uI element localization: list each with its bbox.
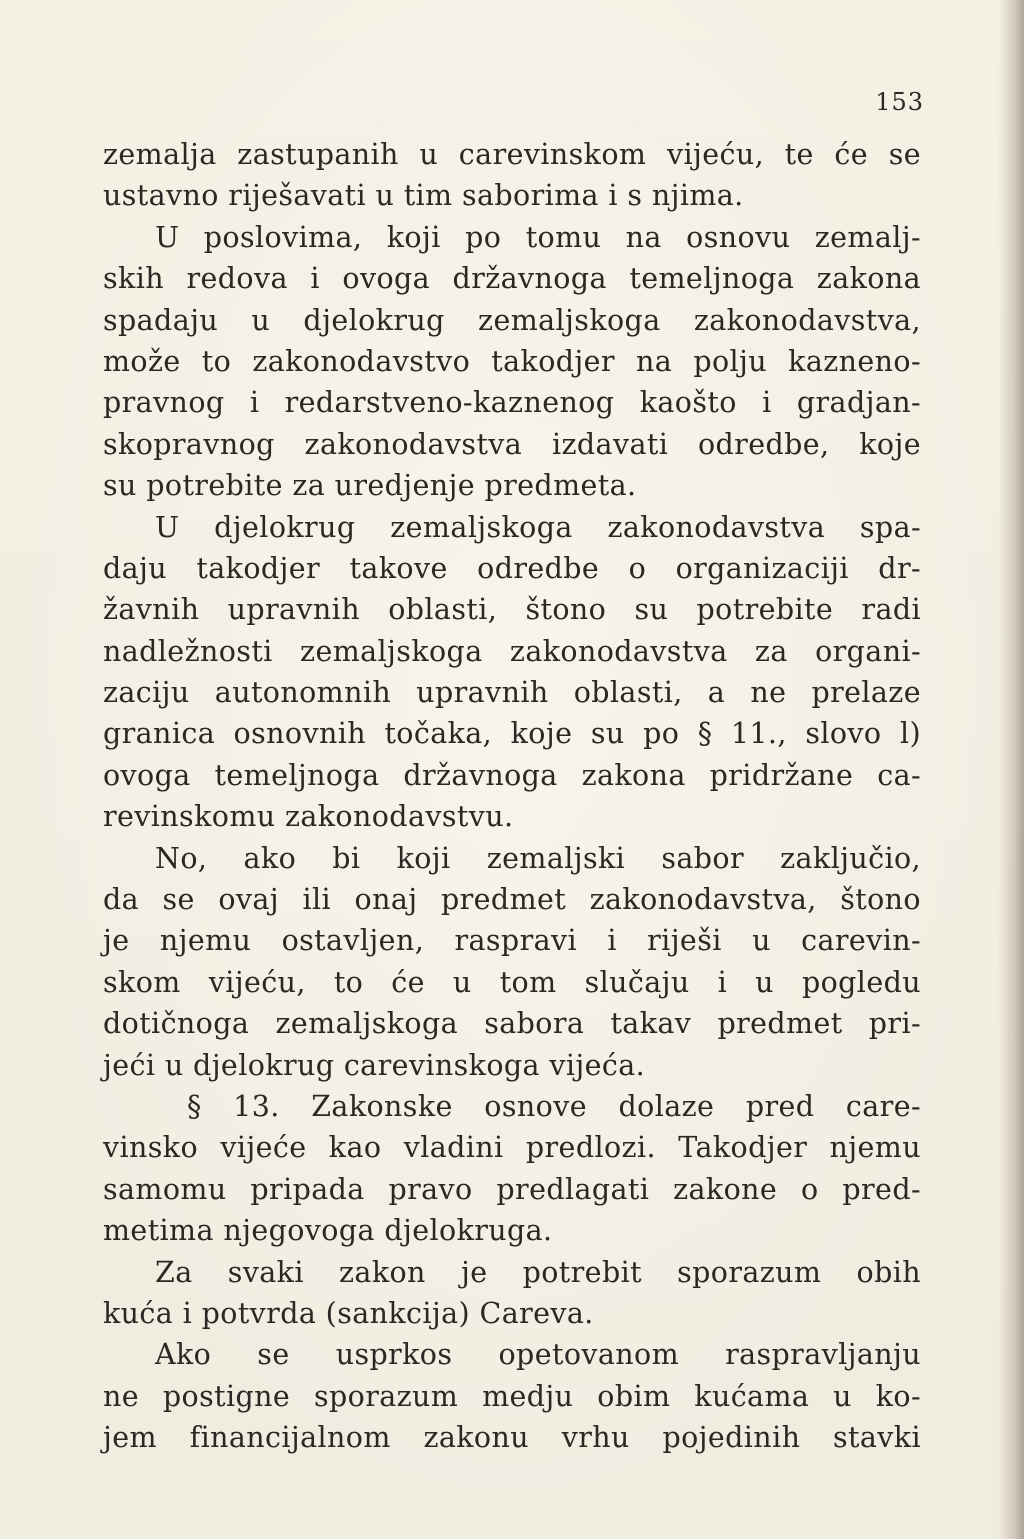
text-line: je njemu ostavljen, raspravi i riješi u carevin- [103, 924, 921, 958]
text-line: zemalja zastupanih u carevinskom vijeću, te će se [103, 138, 921, 171]
text-line: U djelokrug zemaljskoga zakonodavstva spa- [155, 510, 921, 544]
text-line: da se ovaj ili onaj predmet zakonodavstva, štono [103, 883, 921, 917]
text-line: jem financijalnom zakonu vrhu pojedinih stavki [103, 1421, 921, 1455]
text-line: revinskomu zakonodavstvu. [103, 800, 514, 834]
text-line: Ako se usprkos opetovanom raspravljanju [155, 1338, 921, 1372]
text-line: samomu pripada pravo predlagati zakone o pred- [103, 1172, 921, 1206]
text-line: skih redova i ovoga državnoga temeljnoga zakona [103, 262, 921, 296]
text-line: jeći u djelokrug carevinskoga vijeća. [103, 1048, 646, 1082]
text-line: vinsko vijeće kao vladini predlozi. Takodjer njemu [103, 1131, 921, 1165]
page-number: 153 [875, 88, 924, 116]
text-line: granica osnovnih točaka, koje su po § 11., slovo l) [103, 717, 921, 751]
text-line: daju takodjer takove odredbe o organizaciji dr- [103, 551, 921, 585]
text-line: No, ako bi koji zemaljski sabor zaključio, [155, 841, 921, 875]
text-line: spadaju u djelokrug zemaljskoga zakonodavstva, [103, 303, 921, 337]
text-line: može to zakonodavstvo takodjer na polju kazneno- [103, 344, 921, 378]
text-line: nadležnosti zemaljskoga zakonodavstva za organi- [103, 634, 921, 668]
text-line: skom vijeću, to će u tom slučaju i u pogledu [103, 965, 921, 999]
text-line: ne postigne sporazum medju obim kućama u ko- [103, 1379, 921, 1413]
text-line: Za svaki zakon je potrebit sporazum obih [155, 1255, 921, 1289]
text-line: ustavno riješavati u tim saborima i s njima. [103, 179, 744, 213]
text-line: pravnog i redarstveno-kaznenog kaošto i gradjan- [103, 386, 921, 420]
body-text [103, 134, 921, 1459]
text-line: zaciju autonomnih upravnih oblasti, a ne prelaze [103, 676, 921, 710]
text-line: žavnih upravnih oblasti, štono su potrebite radi [103, 593, 921, 627]
text-line: dotičnoga zemaljskoga sabora takav predmet pri- [103, 1007, 921, 1041]
text-line: ovoga temeljnoga državnoga zakona pridržane ca- [103, 758, 921, 792]
text-line: U poslovima, koji po tomu na osnovu zemalj- [155, 220, 921, 254]
page-binding-edge [998, 0, 1024, 1539]
text-line: su potrebite za uredjenje predmeta. [103, 469, 637, 503]
text-line: skopravnog zakonodavstva izdavati odredbe, koje [103, 427, 921, 461]
text-line: metima njegovoga djelokruga. [103, 1214, 553, 1248]
text-line: kuća i potvrda (sankcija) Careva. [103, 1296, 594, 1330]
text-line: § 13. Zakonske osnove dolaze pred care- [187, 1089, 921, 1123]
